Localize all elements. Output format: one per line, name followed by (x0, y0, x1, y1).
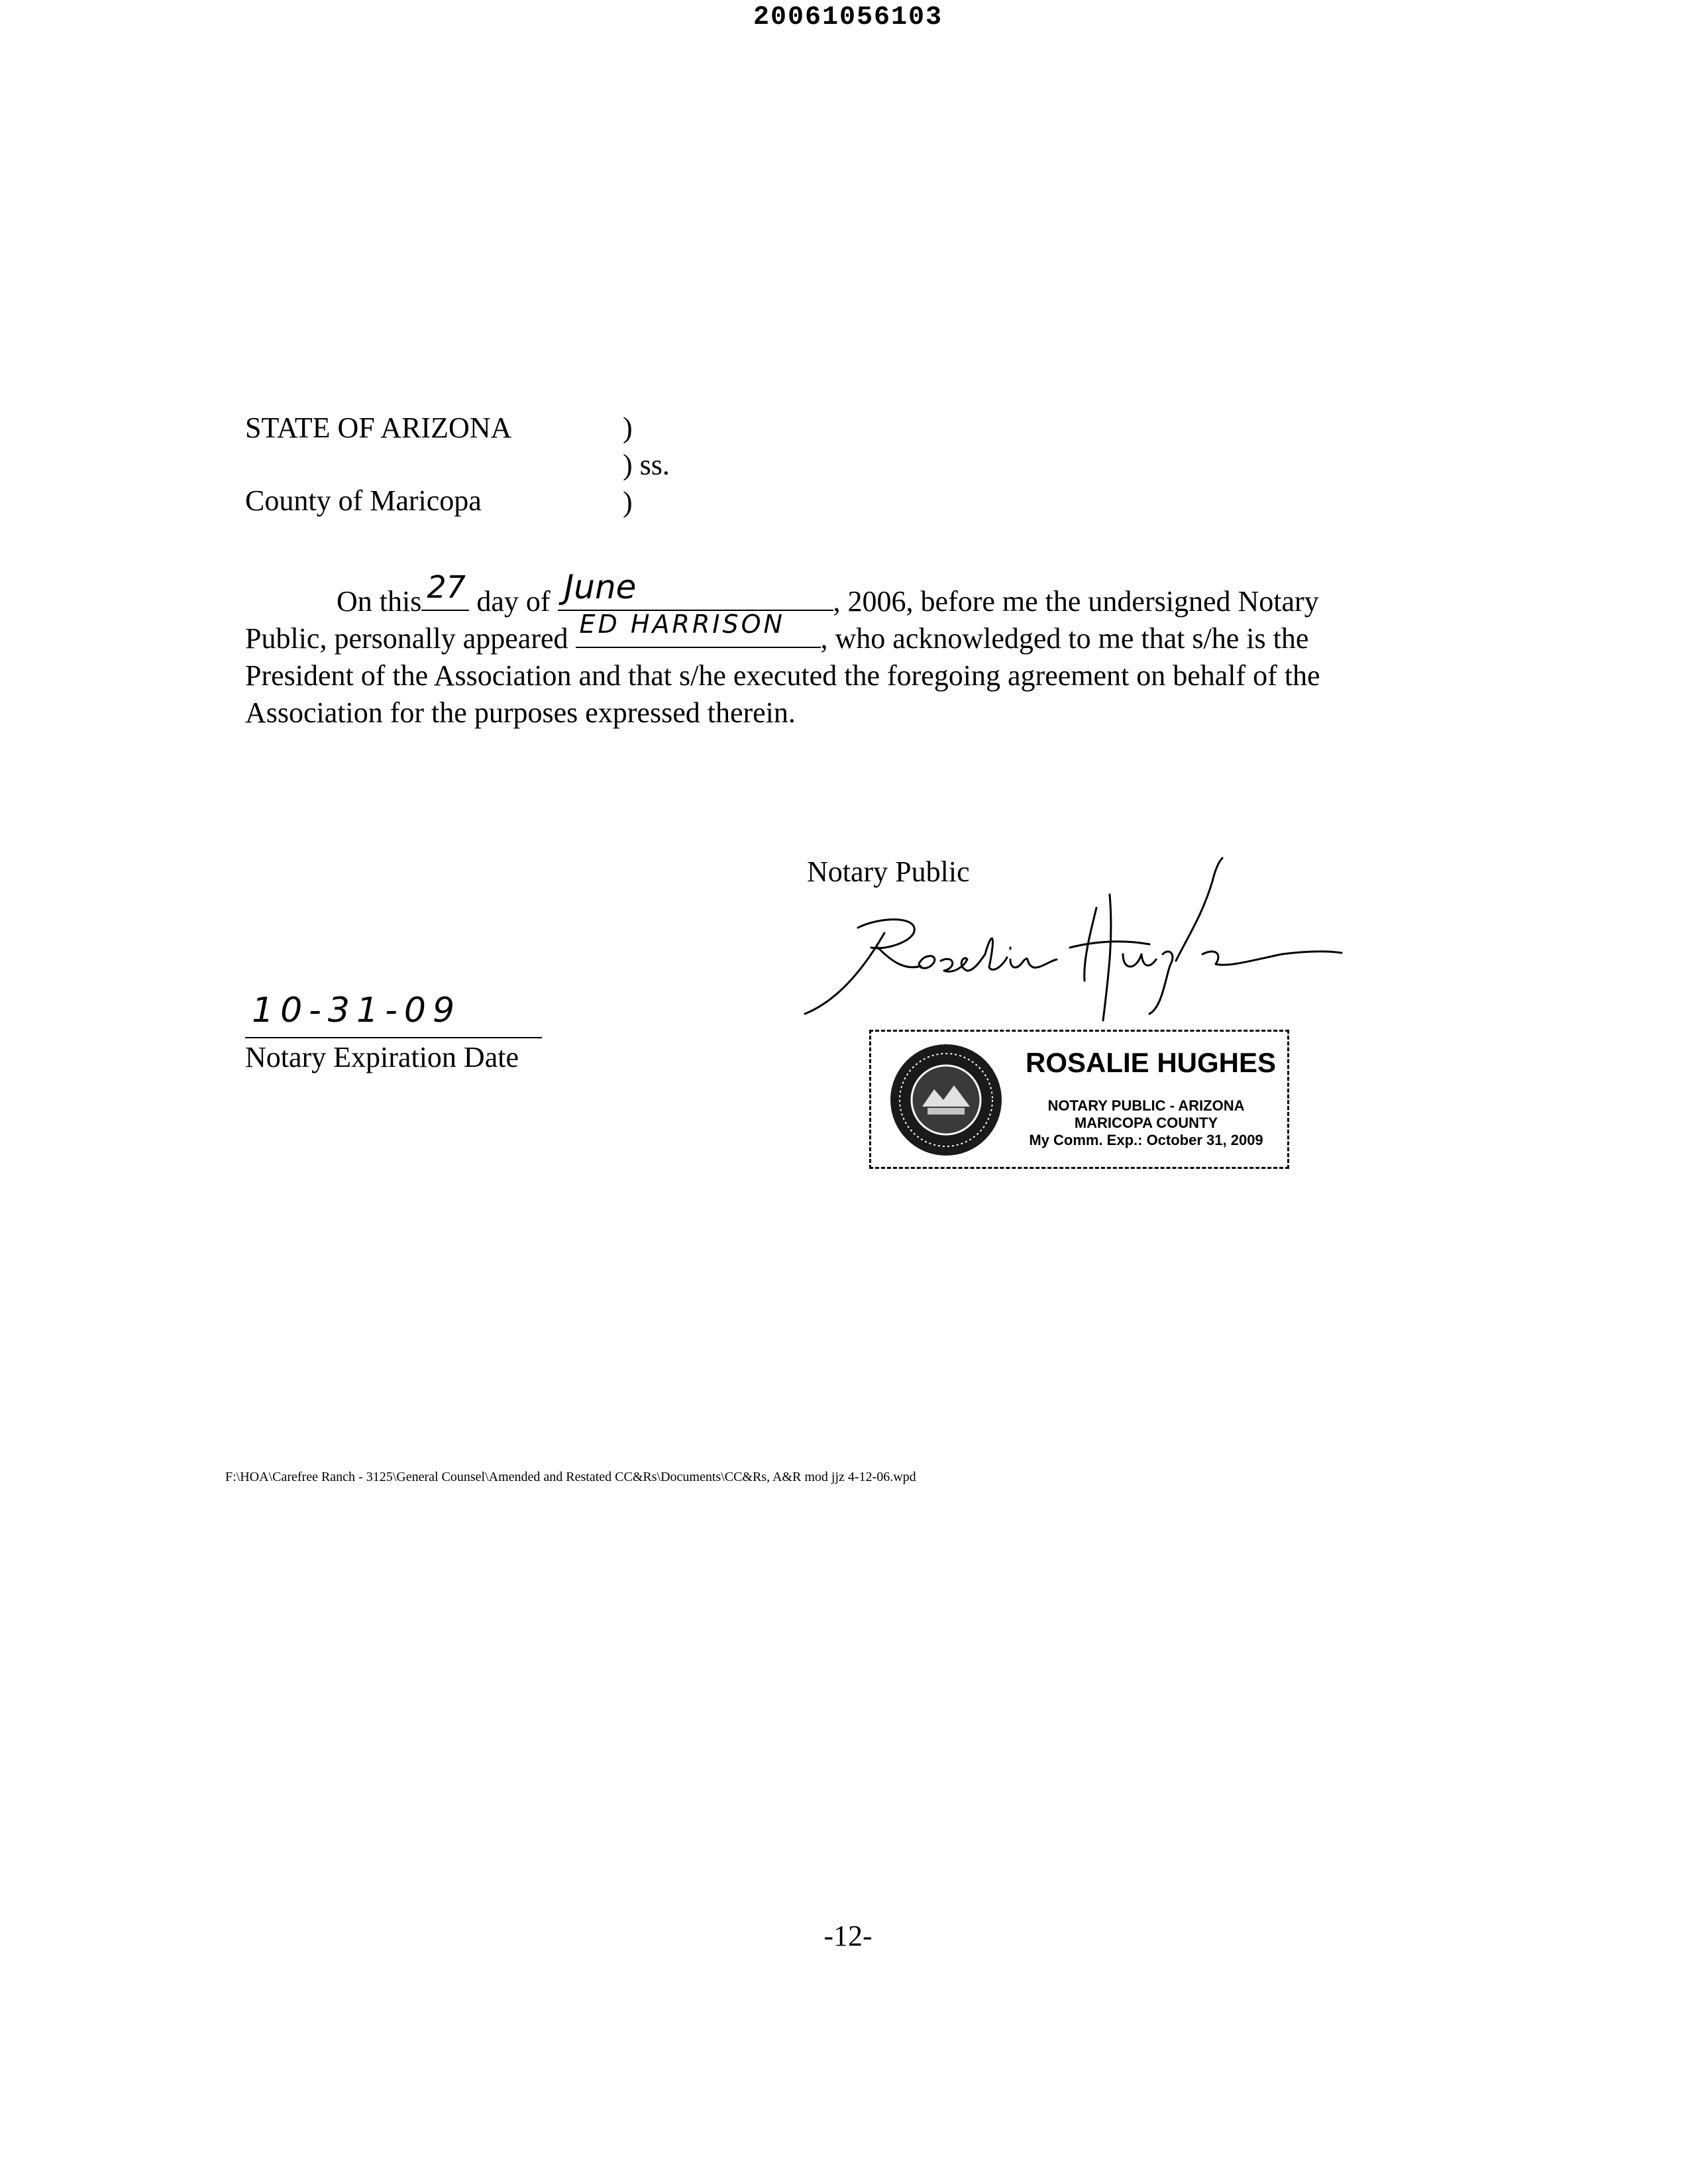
month-handwritten: June (564, 568, 637, 606)
stamp-line-2: MARICOPA COUNTY (1074, 1115, 1218, 1131)
acknowledgment-paragraph (245, 568, 1411, 732)
venue-state: STATE OF ARIZONA (245, 411, 512, 444)
expiration-date-rule (245, 1037, 542, 1038)
expiration-date-handwritten: 10-31-09 (252, 991, 462, 1030)
ack-line-2 (245, 610, 1411, 657)
ack-day-of: day of (476, 585, 551, 618)
footer-file-path: F:\HOA\Carefree Ranch - 3125\General Counsel\Amended and Restated CC&Rs\Documents\CC&Rs, A&R mod jjz 4-12-06.wpd (225, 1470, 916, 1484)
stamp-name: ROSALIE HUGHES (1026, 1047, 1277, 1078)
notary-public-label: Notary Public (807, 855, 970, 888)
day-handwritten: 27 (427, 569, 466, 605)
ack-on-this: On this (337, 585, 422, 618)
venue-paren-ss: ) ss. (623, 449, 670, 481)
ack-line-4: Association for the purposes expressed therein. (245, 696, 796, 729)
stamp-line-1: NOTARY PUBLIC - ARIZONA (1047, 1097, 1245, 1114)
ack-year-text: , 2006, before me the undersigned Notary (833, 585, 1319, 618)
stamp-line-3: My Comm. Exp.: October 31, 2009 (1029, 1132, 1263, 1148)
document-number: 20061056103 (753, 3, 943, 32)
expiration-date-label: Notary Expiration Date (245, 1041, 519, 1073)
page-number: -12- (823, 1920, 873, 1952)
arizona-seal-icon (888, 1042, 1004, 1158)
venue-paren-bottom: ) (623, 486, 633, 518)
ack-line2-prefix: Public, personally appeared (245, 622, 568, 655)
name-blank (576, 610, 821, 648)
venue-county: County of Maricopa (245, 484, 482, 517)
ack-line-1 (245, 568, 1411, 620)
ack-line2-suffix: , who acknowledged to me that s/he is the (820, 622, 1309, 655)
venue-paren-top: ) (623, 411, 633, 444)
notary-signature (778, 855, 1348, 1047)
ack-line-3: President of the Association and that s/he executed the foregoing agreement on behalf of the (245, 659, 1320, 692)
day-blank (421, 569, 469, 611)
name-handwritten: ED HARRISON (579, 610, 785, 639)
